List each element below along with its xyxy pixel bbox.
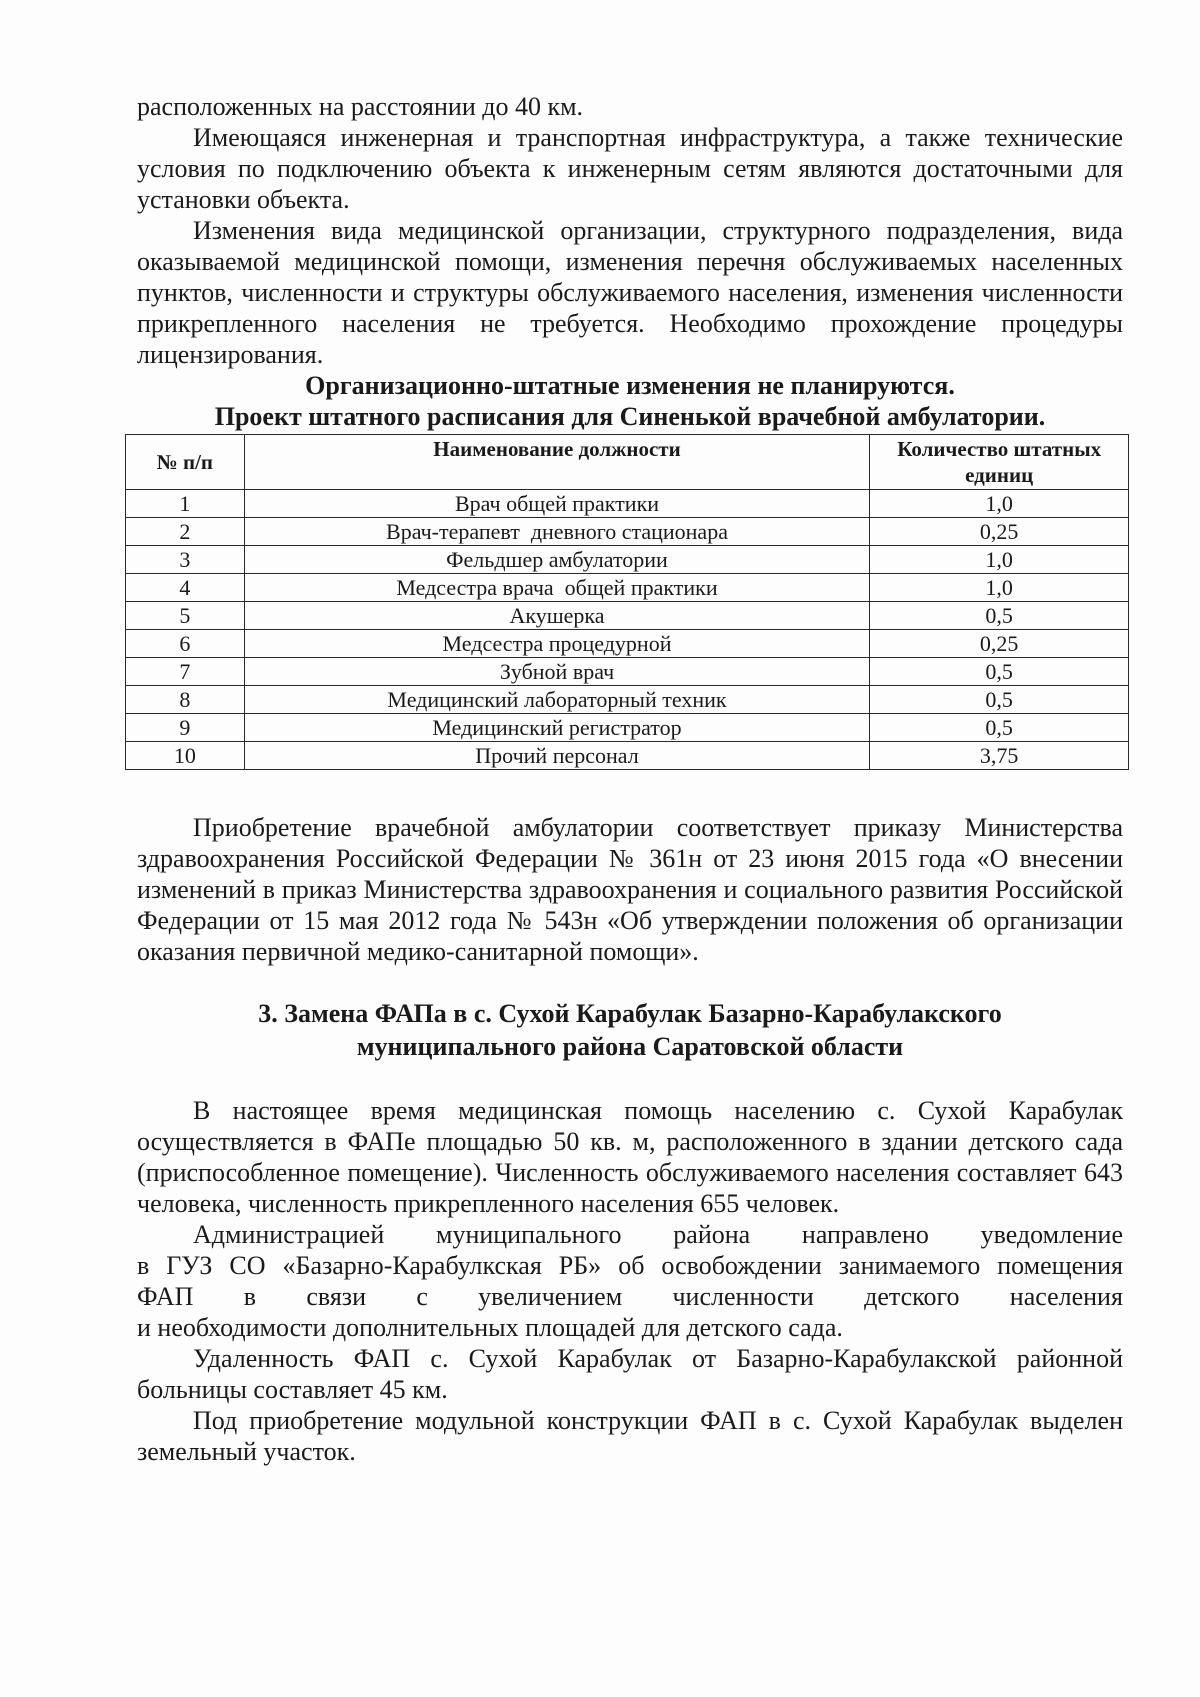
header-quantity: Количество штатных единиц [870,435,1129,490]
row-position: Прочий персонал [244,742,870,770]
row-position: Акушерка [244,602,870,630]
row-number: 6 [126,630,245,658]
paragraph-distance: Удаленность ФАП с. Сухой Карабулак от Базарно-Карабулакской районной больницы составляет 45 км. [137,1344,1123,1404]
word: ФАП [137,1282,194,1311]
row-number: 3 [126,546,245,574]
row-position: Зубной врач [244,658,870,686]
table-row [126,630,1129,658]
table-row [126,686,1129,714]
table-row [126,714,1129,742]
org-note-heading: Организационно-штатные изменения не планируются. [305,371,955,400]
row-number: 9 [126,714,245,742]
word: связи [306,1282,366,1311]
word: увеличением [478,1282,623,1311]
table-row [126,574,1129,602]
row-position: Медсестра процедурной [244,630,870,658]
row-quantity: 0,25 [870,630,1129,658]
row-quantity: 0,5 [870,686,1129,714]
row-quantity: 0,5 [870,602,1129,630]
row-number: 8 [126,686,245,714]
row-quantity: 0,25 [870,518,1129,546]
row-number: 2 [126,518,245,546]
row-number: 7 [126,658,245,686]
table-row [126,518,1129,546]
paragraph-continued: расположенных на расстоянии до 40 км. [137,92,584,121]
row-position: Медицинский регистратор [244,714,870,742]
word: численности [672,1282,814,1311]
row-quantity: 0,5 [870,714,1129,742]
word: в [243,1282,257,1311]
row-quantity: 0,5 [870,658,1129,686]
section-3-heading [137,997,1123,1063]
page-content [137,91,1123,1467]
notification-line1: Администрацией муниципального района направлено уведомление [193,1220,1123,1249]
paragraph-land-plot: Под приобретение модульной конструкции ФАП в с. Сухой Карабулак выделен земельный участок. [137,1406,1123,1466]
table-row [126,546,1129,574]
section-3-heading-line2: муниципального района Саратовской области [356,1032,904,1061]
notification-line4: и необходимости дополнительных площадей для детского сада. [137,1313,843,1342]
staff-table-header-row [126,435,1129,490]
row-number: 1 [126,490,245,518]
staff-table [125,434,1129,770]
row-quantity: 1,0 [870,574,1129,602]
row-position: Врач общей практики [244,490,870,518]
row-number: 4 [126,574,245,602]
row-quantity: 3,75 [870,742,1129,770]
table-row [126,490,1129,518]
row-number: 5 [126,602,245,630]
spacer [137,770,1123,812]
staff-table-title: Проект штатного расписания для Синенькой врачебной амбулатории. [214,402,1046,431]
row-position: Медсестра врача общей практики [244,574,870,602]
row-number: 10 [126,742,245,770]
row-quantity: 1,0 [870,490,1129,518]
row-position: Врач-терапевт дневного стационара [244,518,870,546]
table-row [126,742,1129,770]
word: детского [864,1282,960,1311]
row-position: Фельдшер амбулатории [244,546,870,574]
table-row [126,602,1129,630]
paragraph-infrastructure: Имеющаяся инженерная и транспортная инфраструктура, а также технические условия по подключению объекта к инженерным сетям являются достаточными для установки объекта. [137,123,1123,214]
row-position: Медицинский лабораторный техник [244,686,870,714]
word: с [416,1282,428,1311]
row-quantity: 1,0 [870,546,1129,574]
paragraph-order-reference: Приобретение врачебной амбулатории соответствует приказу Министерства здравоохранения Российской Федерации № 361н от 23 июня 2015 года «О внесении изменений в приказ Министерства здравоохранения и социального развития Российской Федерации от 15 мая 2012 года № 543н «Об утверждении положения об организации оказания первичной медико-санитарной помощи». [137,813,1123,966]
paragraph-current-state: В настоящее время медицинская помощь населению с. Сухой Карабулак осуществляется в ФАПе площадью 50 кв. м, расположенного в здании детского сада (приспособленное помещение). Численность обслуживаемого населения составляет 643 человека, численность прикрепленного населения 655 человек. [137,1096,1123,1218]
word: населения [1009,1282,1123,1311]
paragraph-notification [137,1219,1123,1343]
header-number: № п/п [126,435,245,490]
section-3-heading-line1: 3. Замена ФАПа в с. Сухой Карабулак Базарно-Карабулакского [258,999,1002,1028]
notification-line3 [137,1281,1123,1312]
header-position: Наименование должности [244,435,870,490]
notification-line2: в ГУЗ СО «Базарно-Карабулкская РБ» об освобождении занимаемого помещения [137,1251,1123,1280]
table-row [126,658,1129,686]
paragraph-changes: Изменения вида медицинской организации, структурного подразделения, вида оказываемой медицинской помощи, изменения перечня обслуживаемых населенных пунктов, численности и структуры обслуживаемого населения, изменения численности прикрепленного населения не требуется. Необходимо прохождение процедуры лицензирования. [137,216,1123,369]
